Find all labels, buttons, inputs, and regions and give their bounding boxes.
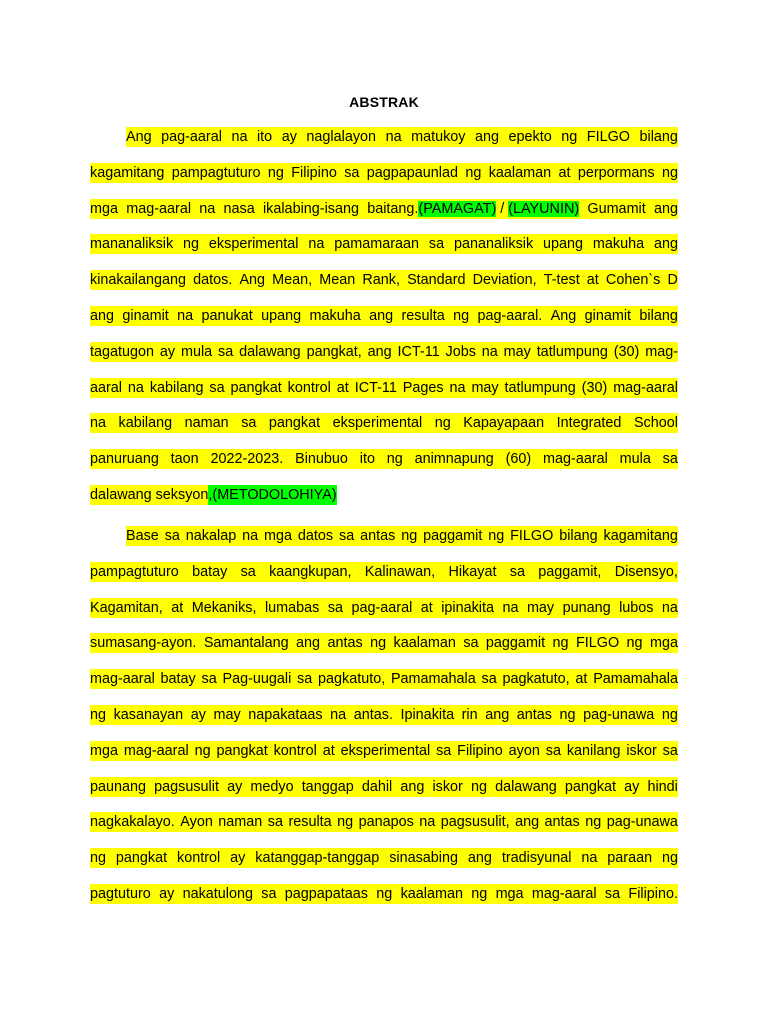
word: Binubuo xyxy=(295,451,348,467)
word: nakalap xyxy=(185,528,237,544)
word: upang xyxy=(261,308,302,324)
word: paraan xyxy=(607,850,653,866)
word: Integrated xyxy=(556,415,622,431)
word: D xyxy=(667,272,678,288)
word: sa xyxy=(267,814,283,830)
word: mag-aaral xyxy=(126,201,192,217)
word: hindi xyxy=(647,779,678,795)
word: ng xyxy=(434,415,451,431)
word: Filipino. xyxy=(628,886,678,902)
word: matukoy xyxy=(411,129,466,145)
word: ICT-11 xyxy=(354,380,397,396)
word: tradisyunal xyxy=(501,850,572,866)
word: pampagtuturo xyxy=(171,165,261,181)
word: Hikayat xyxy=(448,564,497,580)
word: T-test xyxy=(543,272,580,288)
word: pag-aaral xyxy=(161,129,222,145)
word: pagsusulit, xyxy=(440,814,510,830)
word: mag-aaral xyxy=(613,380,678,396)
word: ang xyxy=(90,308,115,324)
word: at xyxy=(322,743,335,759)
word: batay xyxy=(192,564,228,580)
word: batay xyxy=(160,671,196,687)
layunin-tag: (LAYUNIN) xyxy=(508,201,580,217)
word: makuha xyxy=(592,236,645,252)
word: antas xyxy=(327,635,363,651)
word: 2022-2023. xyxy=(210,451,284,467)
word: ng xyxy=(183,236,200,252)
word: antas xyxy=(516,707,552,723)
word: sinasabing xyxy=(389,850,459,866)
word: baitang. xyxy=(367,201,419,217)
word: pag-unawa xyxy=(606,814,678,830)
word: dalawang seksyon xyxy=(90,487,209,503)
word: eksperimental xyxy=(208,236,299,252)
paragraph-2-line-6 xyxy=(90,705,678,725)
word: at xyxy=(171,600,184,616)
word: sa xyxy=(436,743,452,759)
word: at xyxy=(575,671,588,687)
word: na xyxy=(90,415,107,431)
word: mananaliksik xyxy=(90,236,174,252)
word: pangkat xyxy=(564,779,617,795)
word: ng xyxy=(585,814,602,830)
word: sa xyxy=(218,344,234,360)
paragraph-2-line-3 xyxy=(90,598,678,618)
paragraph-1-line-1 xyxy=(126,127,678,147)
word: ng xyxy=(465,165,482,181)
word: na xyxy=(385,129,402,145)
word: ng xyxy=(267,165,284,181)
word: ipinakita xyxy=(441,600,495,616)
word: kaangkupan, xyxy=(269,564,352,580)
pamagat-tag: (PAMAGAT) xyxy=(418,201,497,217)
word: lumabas xyxy=(264,600,320,616)
paragraph-1-line-2 xyxy=(90,163,678,183)
word: na xyxy=(481,344,498,360)
word: Standard xyxy=(407,272,466,288)
word: na xyxy=(419,814,436,830)
word: tanggap xyxy=(301,779,354,795)
word: pagpapaunlad xyxy=(366,165,458,181)
word: rin xyxy=(461,707,478,723)
word: sa xyxy=(463,635,479,651)
word: may xyxy=(526,600,555,616)
word: Filipino xyxy=(457,743,503,759)
word: ay xyxy=(281,129,297,145)
word: may xyxy=(471,380,499,396)
word: (60) xyxy=(505,451,532,467)
word: pananaliksik xyxy=(453,236,534,252)
word: mga xyxy=(90,201,118,217)
word: pag-aaral xyxy=(351,600,413,616)
word: makuha xyxy=(309,308,361,324)
word: ICT-11 xyxy=(397,344,440,360)
word: ang xyxy=(400,779,425,795)
word: taon xyxy=(170,451,199,467)
word: mag-aaral xyxy=(123,743,189,759)
word: tagatugon xyxy=(90,344,155,360)
paragraph-1-line-9 xyxy=(90,413,678,433)
baitang-with-tags xyxy=(367,199,579,219)
word: ng xyxy=(337,814,354,830)
word: mga xyxy=(649,635,678,651)
paragraph-1-line-10 xyxy=(90,449,678,469)
word: ng xyxy=(661,165,678,181)
word: School xyxy=(633,415,678,431)
word: antas xyxy=(544,814,580,830)
word: ng xyxy=(386,451,403,467)
word: kinakailangang xyxy=(90,272,187,288)
word: kagamitang xyxy=(90,165,165,181)
word: ng xyxy=(401,528,418,544)
word: at xyxy=(420,600,433,616)
word: Kagamitan, xyxy=(90,600,163,616)
word: ng xyxy=(453,308,470,324)
word: sa xyxy=(344,165,360,181)
word: kanilang xyxy=(566,743,621,759)
word: ng xyxy=(552,635,569,651)
word: kontrol xyxy=(177,850,221,866)
word: dalawang xyxy=(239,344,301,360)
word: Pamamahala xyxy=(390,671,476,687)
word: ang xyxy=(653,201,678,217)
word: ng xyxy=(661,707,678,723)
word: sa xyxy=(164,528,180,544)
word: ito xyxy=(359,451,375,467)
word: Disensyo, xyxy=(614,564,678,580)
word: FILGO xyxy=(586,129,630,145)
word: epekto xyxy=(508,129,552,145)
word: may xyxy=(503,344,531,360)
paragraph-1-line-11 xyxy=(90,485,337,505)
word: tatlumpung xyxy=(536,344,608,360)
word: ng xyxy=(488,528,505,544)
word: ng xyxy=(661,850,678,866)
word: ay xyxy=(227,779,243,795)
word: sa xyxy=(297,671,313,687)
word: nakatulong xyxy=(182,886,253,902)
paragraph-2-line-7 xyxy=(90,741,678,761)
word: pagkatuto, xyxy=(502,671,570,687)
word: dahil xyxy=(361,779,393,795)
word: sa xyxy=(339,528,355,544)
word: animnapung xyxy=(414,451,494,467)
word: ng xyxy=(626,635,643,651)
word: kontrol xyxy=(273,743,317,759)
tag-separator: / xyxy=(496,201,509,217)
word: resulta xyxy=(401,308,445,324)
word: (30) xyxy=(613,344,640,360)
word: sa xyxy=(481,671,497,687)
word: ang xyxy=(653,236,678,252)
word: sa xyxy=(241,415,257,431)
word: sa xyxy=(209,380,225,396)
word: mula xyxy=(180,344,213,360)
word: na xyxy=(581,850,598,866)
word: ang xyxy=(475,129,500,145)
word: sa xyxy=(662,451,678,467)
word: eksperimental xyxy=(340,743,431,759)
word: mag-aaral xyxy=(90,671,155,687)
word: pagtuturo xyxy=(90,886,151,902)
word: Base xyxy=(126,528,159,544)
word: ang xyxy=(467,850,492,866)
paragraph-1-line-3 xyxy=(90,199,678,219)
word: bilang xyxy=(559,528,598,544)
word: mag- xyxy=(645,344,678,360)
word: pagkatuto, xyxy=(317,671,386,687)
word: dalawang xyxy=(495,779,557,795)
word: katanggap-tanggap xyxy=(255,850,380,866)
word: ang xyxy=(367,344,392,360)
word: mga xyxy=(495,886,524,902)
word: na xyxy=(177,308,194,324)
word: paggamit, xyxy=(538,564,602,580)
word: perpormans xyxy=(577,165,655,181)
word: (30) xyxy=(581,380,608,396)
word: Gumamit xyxy=(587,201,646,217)
word: Jobs xyxy=(445,344,476,360)
word: iskor xyxy=(432,779,463,795)
word: datos xyxy=(297,528,334,544)
word: panuruang xyxy=(90,451,159,467)
word: sa xyxy=(327,600,344,616)
word: sa xyxy=(604,886,621,902)
word: kagamitang xyxy=(603,528,678,544)
word: kaalaman xyxy=(488,165,552,181)
word: Kalinawan, xyxy=(364,564,436,580)
word: ang xyxy=(296,635,321,651)
word: na xyxy=(502,600,519,616)
paragraph-1-line-4 xyxy=(90,234,678,254)
word: pangkat xyxy=(216,743,268,759)
word: iskor xyxy=(626,743,657,759)
word: paggamit xyxy=(485,635,546,651)
word: Cohen`s xyxy=(605,272,661,288)
word: na xyxy=(661,600,678,616)
paragraph-2-line-2 xyxy=(90,562,678,582)
paragraph-2-line-11 xyxy=(90,884,678,904)
word: Ayon xyxy=(180,814,213,830)
word: panapos xyxy=(358,814,414,830)
word: Mean, xyxy=(272,272,313,288)
word: sa xyxy=(509,564,525,580)
word: mula xyxy=(619,451,651,467)
word: pag-unawa xyxy=(583,707,655,723)
word: kabilang xyxy=(118,415,173,431)
word: sa xyxy=(261,886,277,902)
word: may xyxy=(213,707,241,723)
word: na xyxy=(330,707,347,723)
word: ang xyxy=(515,814,540,830)
word: FILGO xyxy=(575,635,620,651)
word: aaral xyxy=(90,380,122,396)
word: ay xyxy=(190,707,206,723)
word: antas xyxy=(360,528,396,544)
word: naglalayon xyxy=(306,129,377,145)
word: kabilang xyxy=(149,380,204,396)
paragraph-1-line-6 xyxy=(90,306,678,326)
word: ng xyxy=(376,886,393,902)
paragraph-2-line-9 xyxy=(90,812,678,832)
word: Deviation, xyxy=(472,272,537,288)
word: sumasang-ayon. xyxy=(90,635,197,651)
word: at xyxy=(586,272,599,288)
word: pagsusulit xyxy=(154,779,219,795)
word: Mean xyxy=(319,272,356,288)
word: at xyxy=(336,380,349,396)
word: Kapayapaan xyxy=(463,415,545,431)
word: medyo xyxy=(250,779,294,795)
word: pangkat, xyxy=(306,344,362,360)
word: FILGO xyxy=(510,528,554,544)
word: na xyxy=(308,236,325,252)
word: nagkakalayo. xyxy=(90,814,175,830)
word: sa xyxy=(428,236,445,252)
word: na xyxy=(127,380,144,396)
word: Ang xyxy=(126,129,152,145)
word: ginamit xyxy=(584,308,632,324)
word: ikalabing-isang xyxy=(262,201,359,217)
word: paunang xyxy=(90,779,147,795)
word: sa xyxy=(545,743,561,759)
word: pagpapataas xyxy=(284,886,368,902)
word: na xyxy=(231,129,248,145)
word: kaalaman xyxy=(393,635,456,651)
paragraph-2-line-4 xyxy=(90,633,678,653)
paragraph-1-line-7 xyxy=(90,342,678,362)
metodolohiya-tag: (METODOLOHIYA) xyxy=(212,487,337,503)
paragraph-2-line-1 xyxy=(126,526,678,546)
paragraph-2-line-8 xyxy=(90,777,678,797)
word: upang xyxy=(543,236,584,252)
word: ng xyxy=(370,635,387,651)
word: tatlumpung xyxy=(504,380,576,396)
word: pag-aaral. xyxy=(477,308,543,324)
paragraph-1-line-5 xyxy=(90,270,678,290)
word: nasa xyxy=(223,201,255,217)
word: resulta xyxy=(288,814,332,830)
word: paggamit xyxy=(423,528,483,544)
word: panukat xyxy=(201,308,253,324)
word: na xyxy=(242,528,259,544)
word: at xyxy=(558,165,571,181)
metodolohiya-comma: , xyxy=(208,487,213,503)
word: ang xyxy=(485,707,510,723)
paragraph-1-line-8 xyxy=(90,378,678,398)
paragraph-2-line-5 xyxy=(90,669,678,689)
word: bilang xyxy=(639,129,678,145)
word: naman xyxy=(184,415,229,431)
word: Mekaniks, xyxy=(191,600,257,616)
word: ay xyxy=(159,344,176,360)
word: Pag-uugali xyxy=(222,671,292,687)
word: ng xyxy=(470,779,487,795)
word: eksperimental xyxy=(332,415,423,431)
word: ng xyxy=(561,129,578,145)
paragraph-2-line-10 xyxy=(90,848,678,868)
word: pampagtuturo xyxy=(90,564,179,580)
word: kontrol xyxy=(287,380,331,396)
word: ayon xyxy=(508,743,540,759)
word: sa xyxy=(662,743,678,759)
word: ginamit xyxy=(122,308,169,324)
word: Ang xyxy=(550,308,577,324)
word: Pages xyxy=(402,380,444,396)
word: ang xyxy=(369,308,394,324)
word: ng xyxy=(471,886,488,902)
word: kasanayan xyxy=(113,707,184,723)
word: bilang xyxy=(639,308,678,324)
word: mga xyxy=(264,528,293,544)
word: pangkat xyxy=(115,850,168,866)
word: sa xyxy=(240,564,256,580)
word: ng xyxy=(90,707,107,723)
word: ay xyxy=(624,779,640,795)
word: Rank, xyxy=(362,272,400,288)
word: datos. xyxy=(193,272,233,288)
word: antas. xyxy=(353,707,393,723)
word: sa xyxy=(201,671,217,687)
word: mag-aaral xyxy=(531,886,597,902)
word: Ang xyxy=(239,272,266,288)
word: ng xyxy=(559,707,576,723)
word: Ipinakita xyxy=(400,707,455,723)
word: pangkat xyxy=(268,415,321,431)
word: ito xyxy=(256,129,273,145)
word: ay xyxy=(230,850,246,866)
word: kaalaman xyxy=(400,886,463,902)
word: na xyxy=(199,201,216,217)
word: mag-aaral xyxy=(543,451,608,467)
word: mga xyxy=(90,743,118,759)
word: ng xyxy=(90,850,107,866)
word: punang xyxy=(562,600,611,616)
word: Pamamahala xyxy=(593,671,678,687)
word: napakataas xyxy=(248,707,323,723)
word: Samantalang xyxy=(203,635,289,651)
word: ng xyxy=(194,743,211,759)
word: pangkat xyxy=(230,380,282,396)
word: lubos xyxy=(619,600,654,616)
word: naman xyxy=(218,814,263,830)
word: na xyxy=(449,380,466,396)
document-title: ABSTRAK xyxy=(349,94,419,110)
word: pamamaraan xyxy=(334,236,420,252)
word: ay xyxy=(159,886,175,902)
word: Filipino xyxy=(291,165,337,181)
